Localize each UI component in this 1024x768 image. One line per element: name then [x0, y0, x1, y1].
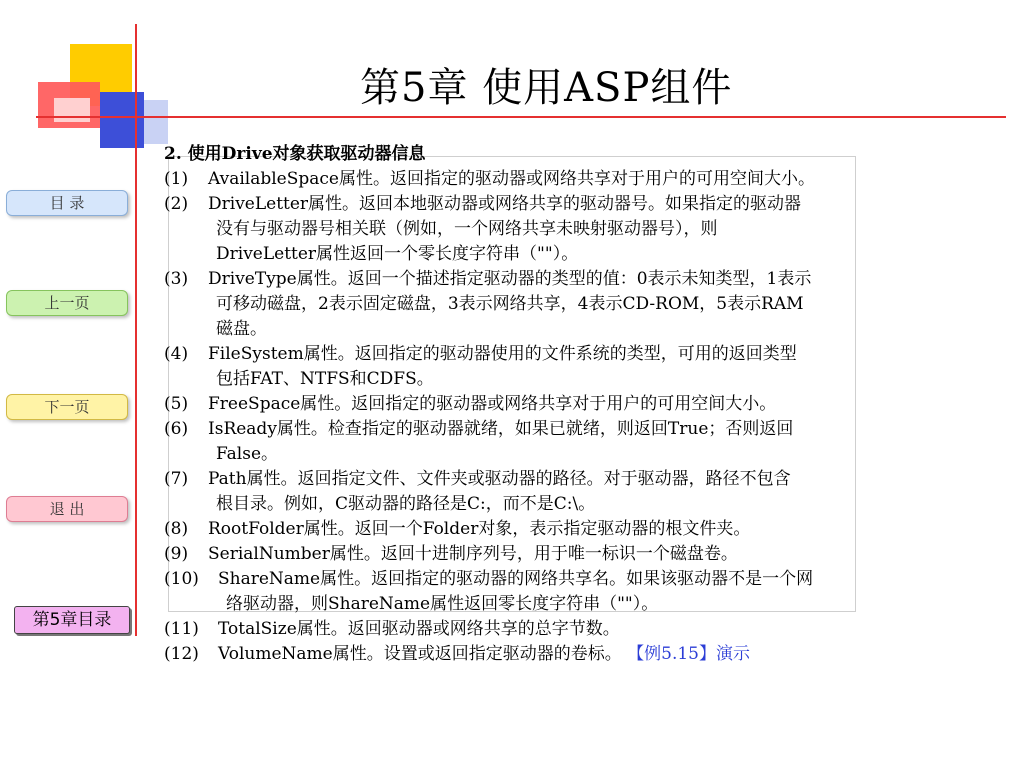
list-item — [164, 517, 994, 542]
item-text: RootFolder属性。返回一个Folder对象，表示指定驱动器的根文件夹。 — [208, 519, 751, 539]
item-number: (10) — [164, 569, 199, 589]
decor-blue-square — [100, 92, 144, 148]
list-item — [164, 167, 994, 192]
catalog-button[interactable]: 目 录 — [6, 190, 128, 216]
item-text: FileSystem属性。返回指定的驱动器使用的文件系统的类型，可用的返回类型 — [208, 344, 797, 364]
decor-horizontal-line — [36, 116, 1006, 118]
next-page-button[interactable]: 下一页 — [6, 394, 128, 420]
previous-page-button[interactable]: 上一页 — [6, 290, 128, 316]
item-text: TotalSize属性。返回驱动器或网络共享的总字节数。 — [218, 619, 620, 639]
list-item — [164, 392, 994, 417]
item-text-continued: 包括FAT、NTFS和CDFS。 — [216, 369, 434, 389]
item-text: AvailableSpace属性。返回指定的驱动器或网络共享对于用户的可用空间大小。 — [208, 169, 815, 189]
list-item — [164, 417, 994, 467]
item-number: (6) — [164, 419, 189, 439]
item-number: (2) — [164, 194, 189, 214]
item-text-continued: 络驱动器，则ShareName属性返回零长度字符串（""）。 — [226, 594, 659, 614]
decor-pink-square — [54, 98, 90, 122]
example-demo-link[interactable]: 【例5.15】演示 — [627, 644, 750, 664]
list-item — [164, 642, 994, 667]
item-text: VolumeName属性。设置或返回指定驱动器的卷标。 — [218, 644, 622, 664]
item-number: (12) — [164, 644, 199, 664]
list-item — [164, 467, 994, 517]
item-text: FreeSpace属性。返回指定的驱动器或网络共享对于用户的可用空间大小。 — [208, 394, 777, 414]
item-text-continued: DriveLetter属性返回一个零长度字符串（""）。 — [216, 244, 579, 264]
item-text: SerialNumber属性。返回十进制序列号，用于唯一标识一个磁盘卷。 — [208, 544, 738, 564]
slide-content — [164, 142, 994, 667]
list-item — [164, 567, 994, 617]
item-text: ShareName属性。返回指定的驱动器的网络共享名。如果该驱动器不是一个网 — [218, 569, 814, 589]
list-item — [164, 192, 994, 267]
exit-button[interactable]: 退 出 — [6, 496, 128, 522]
chapter-catalog-button[interactable]: 第5章目录 — [14, 606, 130, 634]
item-number: (9) — [164, 544, 189, 564]
item-number: (8) — [164, 519, 189, 539]
item-number: (1) — [164, 169, 189, 189]
item-text-continued: False。 — [216, 444, 278, 464]
item-text-continued: 可移动磁盘，2表示固定磁盘，3表示网络共享，4表示CD-ROM，5表示RAM — [216, 294, 804, 314]
item-number: (5) — [164, 394, 189, 414]
item-text: IsReady属性。检查指定的驱动器就绪，如果已就绪，则返回True；否则返回 — [208, 419, 794, 439]
item-text-continued: 根目录。例如，C驱动器的路径是C:，而不是C:\。 — [216, 494, 596, 514]
item-number: (11) — [164, 619, 199, 639]
list-item — [164, 542, 994, 567]
item-text: DriveLetter属性。返回本地驱动器或网络共享的驱动器号。如果指定的驱动器 — [208, 194, 802, 214]
list-item — [164, 267, 994, 342]
item-text-continued: 没有与驱动器号相关联（例如，一个网络共享未映射驱动器号），则 — [216, 219, 718, 239]
item-text: DriveType属性。返回一个描述指定驱动器的类型的值：0表示未知类型，1表示 — [208, 269, 812, 289]
item-text: Path属性。返回指定文件、文件夹或驱动器的路径。对于驱动器，路径不包含 — [208, 469, 791, 489]
item-text-continued: 磁盘。 — [216, 319, 267, 339]
item-number: (3) — [164, 269, 189, 289]
list-item — [164, 617, 994, 642]
item-number: (4) — [164, 344, 189, 364]
section-heading: 2. 使用Drive对象获取驱动器信息 — [164, 144, 426, 164]
slide-title: 第5章 使用ASP组件 — [360, 65, 733, 111]
list-item — [164, 342, 994, 392]
item-number: (7) — [164, 469, 189, 489]
